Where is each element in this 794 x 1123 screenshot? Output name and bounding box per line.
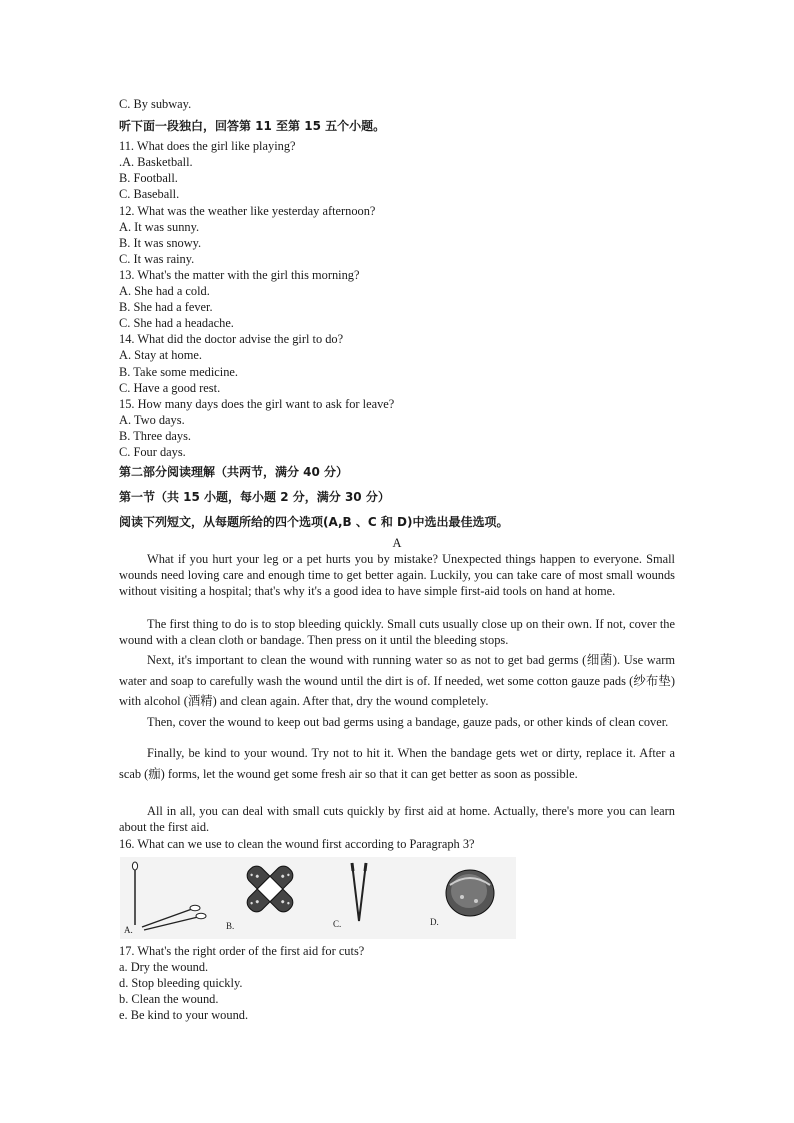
passage-heading: A xyxy=(392,536,402,550)
question-11: 11. What does the girl like playing? xyxy=(119,139,296,153)
section-one-heading: 第一节（共 15 小题，每小题 2 分，满分 30 分） xyxy=(119,490,390,504)
option-a-label: A. xyxy=(124,925,133,935)
option-line: C. Baseball. xyxy=(119,187,180,201)
question-15: 15. How many days does the girl want to ask for leave? xyxy=(119,397,395,411)
passage-paragraph-6: All in all, you can deal with small cuts quickly by first aid at home. Actually, there's more you can learn about the first aid. xyxy=(119,804,675,835)
option-line: C. Four days. xyxy=(119,445,186,459)
option-line: B. Football. xyxy=(119,171,178,185)
order-item: a. Dry the wound. xyxy=(119,960,209,974)
reading-instruction: 阅读下列短文，从每题所给的四个选项(A,B 、C 和 D)中选出最佳选项。 xyxy=(119,515,509,529)
passage-paragraph-3: Next, it's important to clean the wound with running water so as not to get bad germs (细菌). Use warm water and soap to carefully wash the wound until the dirt is of. If needed, wet some cotton gauze pads (纱布垫) with alcohol (酒精) and clean again. After that, dry the wound completely. xyxy=(119,653,675,708)
question-13: 13. What's the matter with the girl this morning? xyxy=(119,268,360,282)
alcohol-wipe-icon xyxy=(446,870,494,916)
order-item: d. Stop bleeding quickly. xyxy=(119,976,243,990)
tweezers-icon xyxy=(352,863,366,921)
option-line: A. She had a cold. xyxy=(119,284,210,298)
option-line: .A. Basketball. xyxy=(119,155,193,169)
question-17: 17. What's the right order of the first aid for cuts? xyxy=(119,944,365,958)
option-line: C. She had a headache. xyxy=(119,316,234,330)
section-instruction: 听下面一段独白，回答第 11 至第 15 五个小题。 xyxy=(119,119,386,133)
option-line: A. Stay at home. xyxy=(119,348,202,362)
option-line: B. Three days. xyxy=(119,429,192,443)
option-c-label: C. xyxy=(333,919,342,929)
question-16: 16. What can we use to clean the wound first according to Paragraph 3? xyxy=(119,837,475,851)
bandage-icon xyxy=(230,857,309,929)
order-item: b. Clean the wound. xyxy=(119,992,219,1006)
option-line: B. She had a fever. xyxy=(119,300,213,314)
passage-paragraph-4: Then, cover the wound to keep out bad germs using a bandage, gauze pads, or other kinds of clean cover. xyxy=(147,715,669,729)
option-line: B. It was snowy. xyxy=(119,236,202,250)
option-line: A. It was sunny. xyxy=(119,220,200,234)
option-line: B. Take some medicine. xyxy=(119,365,238,379)
cotton-swabs-icon xyxy=(132,862,206,930)
q16-options-figure xyxy=(120,857,516,939)
option-line: C. By subway. xyxy=(119,97,192,111)
order-item: e. Be kind to your wound. xyxy=(119,1008,249,1022)
option-line: C. It was rainy. xyxy=(119,252,195,266)
passage-paragraph-2: The first thing to do is to stop bleeding quickly. Small cuts usually close up on their own. If not, cover the wound with a clean cloth or bandage. Then press on it until the bleeding stops. xyxy=(119,617,675,648)
option-line: A. Two days. xyxy=(119,413,185,427)
question-12: 12. What was the weather like yesterday afternoon? xyxy=(119,204,376,218)
option-line: C. Have a good rest. xyxy=(119,381,221,395)
part-two-heading: 第二部分阅读理解（共两节，满分 40 分） xyxy=(119,465,349,479)
option-b-label: B. xyxy=(226,921,235,931)
option-d-label: D. xyxy=(430,917,439,927)
question-14: 14. What did the doctor advise the girl to do? xyxy=(119,332,344,346)
passage-paragraph-5: Finally, be kind to your wound. Try not to hit it. When the bandage gets wet or dirty, replace it. After a scab (痂) forms, let the wound get some fresh air so that it can get better as soon as possible. xyxy=(119,746,675,781)
passage-paragraph-1: What if you hurt your leg or a pet hurts you by mistake? Unexpected things happen to everyone. Small wounds need loving care and enough time to get better again. Luckily, you can take care of most small wounds without visiting a hospital; that's why it's a good idea to have simple first-aid tools on hand at home. xyxy=(119,552,675,599)
